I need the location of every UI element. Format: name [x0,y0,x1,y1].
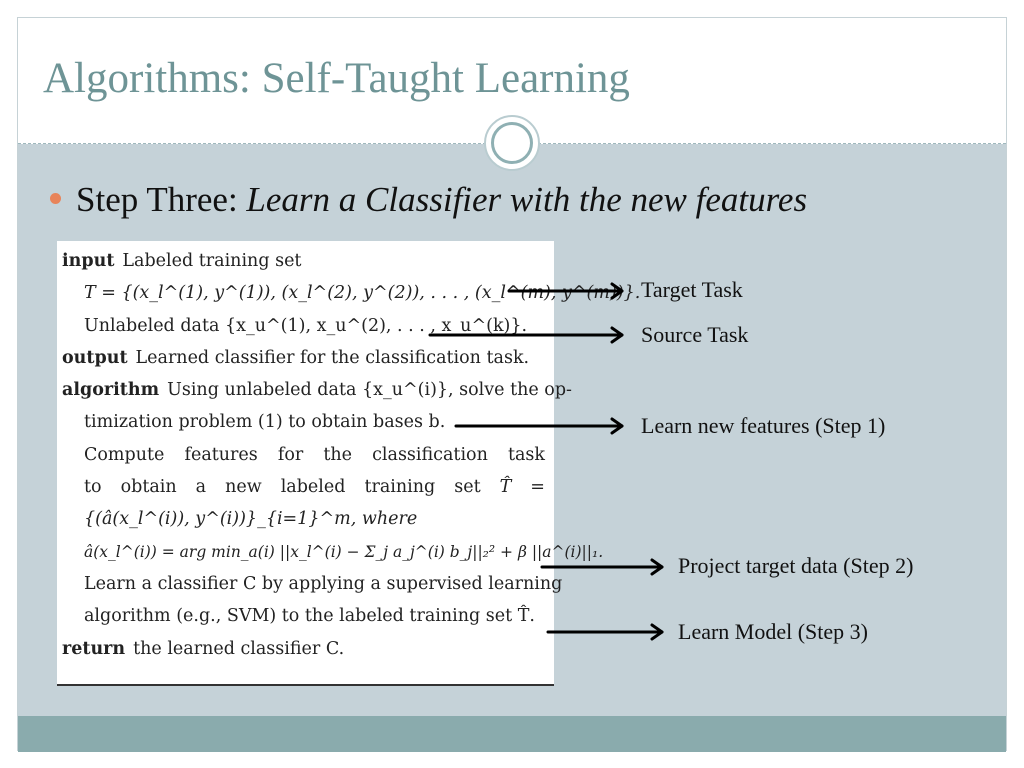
algo-word: labeled [280,477,346,498]
algo-output-keyword: output [62,347,128,368]
algo-output-text: Learned classifier for the classification task. [135,347,530,368]
annotation-target-task: Target Task [641,277,743,302]
slide-title: Algorithms: Self-Taught Learning [43,55,630,102]
algo-target-set: T = {(x_l^(1), y^(1)), (x_l^(2), y^(2)), . . . , (x_l^(m), y^(m))}. [84,283,641,304]
algo-algorithm-text: Using unlabeled data {x_u^(i)}, solve the op- [167,380,572,401]
algo-learn-classifier-line: Learn a classifier C by applying a supervised learning [84,573,563,594]
algo-word: for [277,444,304,465]
algo-word: set [454,477,481,498]
arrow-target-task [509,284,622,298]
algo-word: task [507,444,545,465]
algo-word: = [530,477,545,498]
algo-algorithm-keyword: algorithm [62,380,160,401]
annotation-project-target: Project target data (Step 2) [678,553,914,578]
algo-projection-formula: â(x_l^(i)) = arg min_a(i) ||x_l^(i) − Σ_j a_j^(i) b_j||₂² + β ||a^(i)||₁. [84,542,604,561]
algo-svm-line: algorithm (e.g., SVM) to the labeled training set T̂. [84,606,535,627]
algo-new-training-set: {(â(x_l^(i)), y^(i))}_{i=1}^m, where [84,509,418,530]
algo-return-keyword: return [62,638,126,659]
annotation-source-task: Source Task [641,322,749,347]
algo-input-keyword: input [62,251,115,271]
arrow-source-task [430,328,622,342]
annotation-learn-features: Learn new features (Step 1) [641,413,886,438]
algo-word: the [323,444,353,465]
algo-word: to [84,477,102,498]
annotation-learn-model: Learn Model (Step 3) [678,619,868,644]
bullet-plain-text: Step Three: [76,180,247,219]
arrow-project-target [542,560,662,574]
algo-optimization-line: timization problem (1) to obtain bases b. [84,412,446,433]
algo-word: obtain [120,477,177,498]
arrow-learn-features [456,419,622,433]
algo-word: classification [372,444,488,465]
algo-word: features [184,444,258,465]
slide [17,17,1007,751]
algo-word: training [364,477,436,498]
bullet-italic-text: Learn a Classifier with the new features [246,180,808,219]
algo-return-text: the learned classifier C. [133,638,345,659]
footer-band [18,716,1006,752]
algo-word: Compute [84,444,165,465]
algo-word: new [225,477,262,498]
algo-word: T̂ [499,477,512,498]
algo-input-text: Labeled training set [122,251,302,271]
arrow-learn-model [548,625,662,639]
algo-unlabeled-data: Unlabeled data {x_u^(1), x_u^(2), . . . , x_u^(k)}. [84,315,528,336]
algo-word: a [195,477,207,498]
